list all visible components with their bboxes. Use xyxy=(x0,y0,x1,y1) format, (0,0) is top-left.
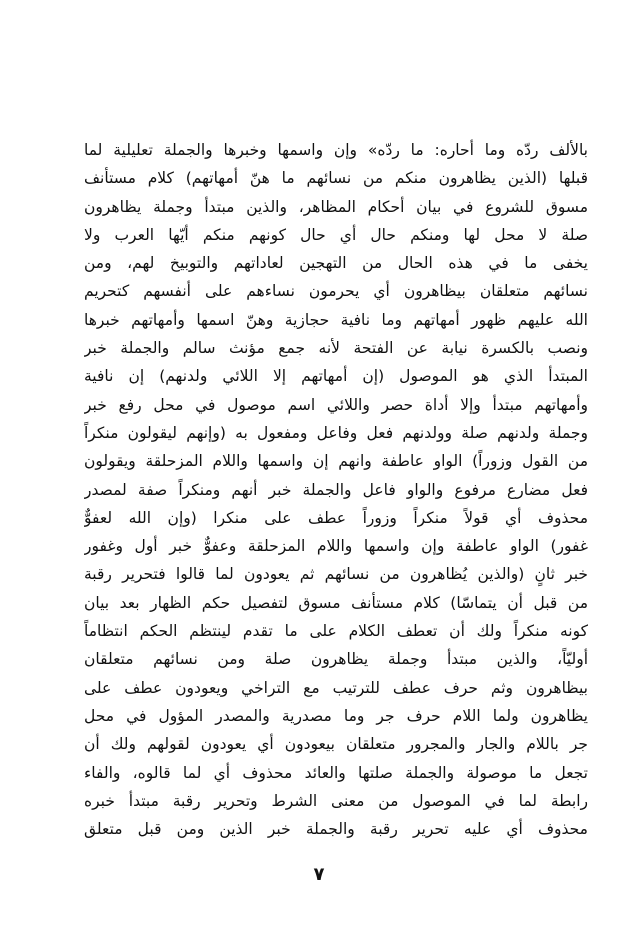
text-line: خبر ثانٍ (والذين يُظاهرون من نسائهم ثم يعودون لما قالوا فتحرير رقبة xyxy=(84,565,588,584)
text-line: نسائهم متعلقان بيظاهرون أي يحرمون نساءهم على أنفسهم كتحريم xyxy=(84,282,588,301)
text-line: جر باللام والجار والمجرور متعلقان بيعودون أي يعودون لقولهم ولك أن xyxy=(84,735,588,754)
text-line: من القول وزوراً) الواو عاطفة وانهم إن واسمها واللام المزحلقة ويقولون xyxy=(84,452,588,471)
text-line: بيظاهرون وثم حرف عطف للترتيب مع التراخي ويعودون عطف على xyxy=(84,678,588,697)
text-line: غفور) الواو عاطفة وإن واسمها واللام المزحلقة وعفوٌّ خبر أول وغفور xyxy=(84,537,588,556)
text-line: المبتدأ الذي هو الموصول (إن أمهاتهم إلا اللائي ولدنهم) إن نافية xyxy=(84,367,588,386)
text-line: من قبل أن يتماسّا) كلام مستأنف مسوق لتفصيل حكم الظهار بعد بيان xyxy=(84,593,588,612)
text-line: بالألف ردّه وما أحاره: ما ردّه» وإن واسمها وخبرها والجملة تعليلية لما xyxy=(84,141,588,159)
text-line: مسوق للشروع في بيان أحكام المظاهر، والذين مبتدأ وجملة يظاهرون xyxy=(84,197,588,216)
text-line: كونه منكراً ولك أن تعطف الكلام على ما تقدم لينتظم الحكم انتظاماً xyxy=(84,622,588,641)
text-line: الله عليهم ظهور أمهاتهم وما نافية حجازية وهنّ اسمها وأمهاتهم خبرها xyxy=(84,310,588,329)
text-line: صلة لا محل لها ومنكم حال أي حال كونهم منكم أيّها العرب ولا xyxy=(84,225,588,244)
text-line: محذوف أي قولاً منكراً وزوراً عطف على منكرا (وإن الله لعفوٌّ xyxy=(84,508,588,527)
text-line: محذوف أي عليه تحرير رقبة والجملة خبر الذين ومن قبل متعلق xyxy=(84,820,588,839)
text-line: وأمهاتهم مبتدأ وإلا أداة حصر واللائي اسم موصول في محل رفع خبر xyxy=(84,395,588,414)
text-line: فعل مضارع مرفوع والواو فاعل والجملة خبر أنهم ومنكراً صفة لمصدر xyxy=(84,480,588,499)
text-line: أوليّاً، والذين مبتدأ وجملة يظاهرون صلة ومن نسائهم متعلقان xyxy=(84,650,588,669)
text-line: تجعل ما موصولة والجملة صلتها والعائد محذوف أي لما قالوه، والفاء xyxy=(84,763,588,782)
page-number: ٧ xyxy=(313,864,325,885)
text-line: وجملة ولدنهم صلة وولدنهم فعل وفاعل ومفعول به (وإنهم ليقولون منكراً xyxy=(84,423,588,442)
page-body xyxy=(84,136,588,843)
text-line: رابطة لما في الموصول من معنى الشرط وتحرير رقبة مبتدأ خبره xyxy=(84,791,588,810)
text-line: يخفى ما في هذه الحال من التهجين لعاداتهم والتوبيخ لهم، ومن xyxy=(84,254,588,273)
text-line: قبلها (الذين يظاهرون منكم من نسائهم ما هنّ أمهاتهم) كلام مستأنف xyxy=(84,169,588,188)
text-line: يظاهرون ولما اللام حرف جر وما مصدرية والمصدر المؤول في محل xyxy=(84,706,588,725)
text-line: ونصب بالكسرة نيابة عن الفتحة لأنه جمع مؤنث سالم والجملة خبر xyxy=(84,339,588,358)
